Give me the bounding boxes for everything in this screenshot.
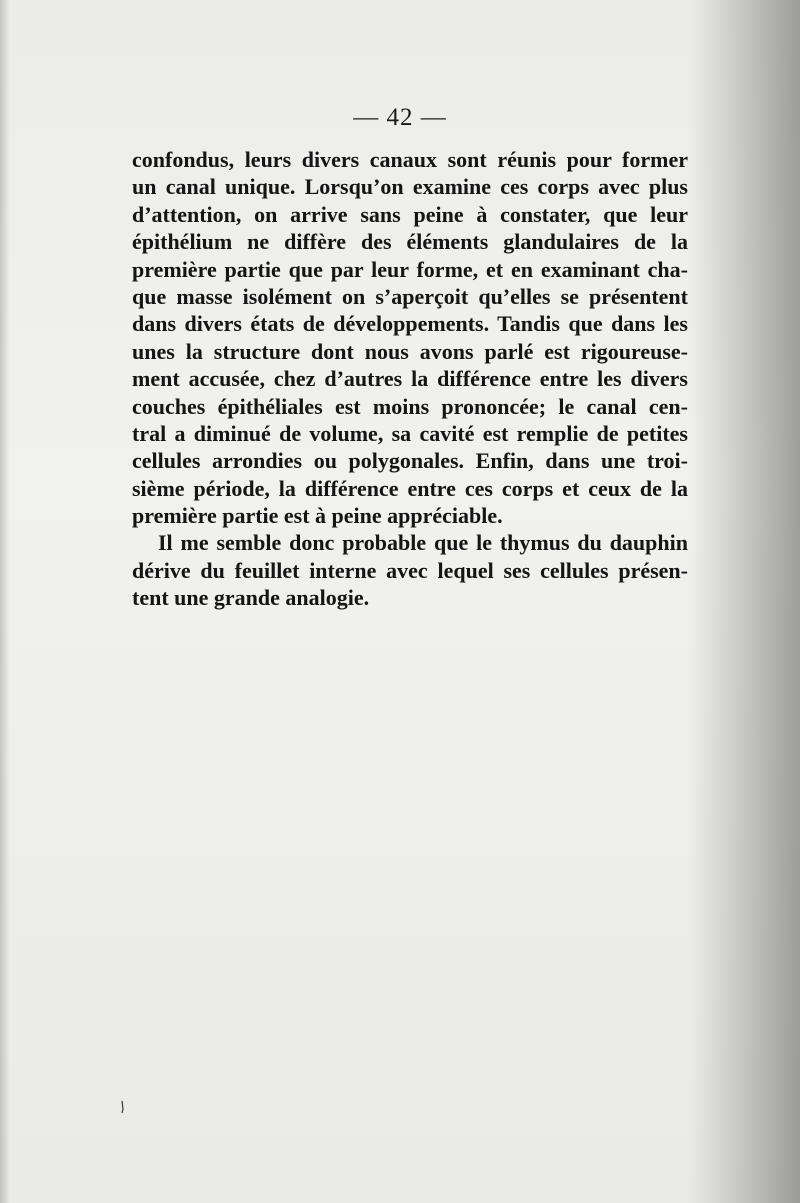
text-line: un canal unique. Lorsqu’on examine ces corps avec plus (132, 174, 688, 200)
body-text (132, 146, 688, 612)
page-number: — 42 — (353, 104, 447, 131)
text-line: tent une grande analogie. (132, 585, 370, 611)
text-line: tral a diminué de volume, sa cavité est remplie de petites (132, 420, 688, 446)
text-line: ment accusée, chez d’autres la différence entre les divers (132, 366, 688, 392)
text-line: dans divers états de développements. Tandis que dans les (132, 311, 688, 337)
text-line: couches épithéliales est moins prononcée; le canal cen- (132, 393, 688, 419)
text-line: dérive du feuillet interne avec lequel ses cellules présen- (132, 557, 688, 583)
ink-mark (120, 1100, 126, 1114)
text-line: première partie que par leur forme, et en examinant cha- (132, 256, 688, 282)
text-line: que masse isolément on s’aperçoit qu’elles se présentent (132, 283, 688, 309)
text-line: première partie est à peine appréciable. (132, 503, 503, 529)
text-line: épithélium ne diffère des éléments glandulaires de la (132, 229, 688, 255)
page-left-edge-shadow (0, 0, 10, 1203)
text-line: cellules arrondies ou polygonales. Enfin, dans une troi- (132, 448, 688, 474)
text-line: sième période, la différence entre ces corps et ceux de la (132, 475, 688, 501)
text-line: Il me semble donc probable que le thymus du dauphin (158, 530, 688, 556)
text-line: confondus, leurs divers canaux sont réunis pour former (132, 147, 688, 172)
text-line: d’attention, on arrive sans peine à constater, que leur (132, 201, 688, 227)
text-line: unes la structure dont nous avons parlé est rigoureuse- (132, 338, 688, 364)
bleed-through-text (130, 590, 710, 1020)
